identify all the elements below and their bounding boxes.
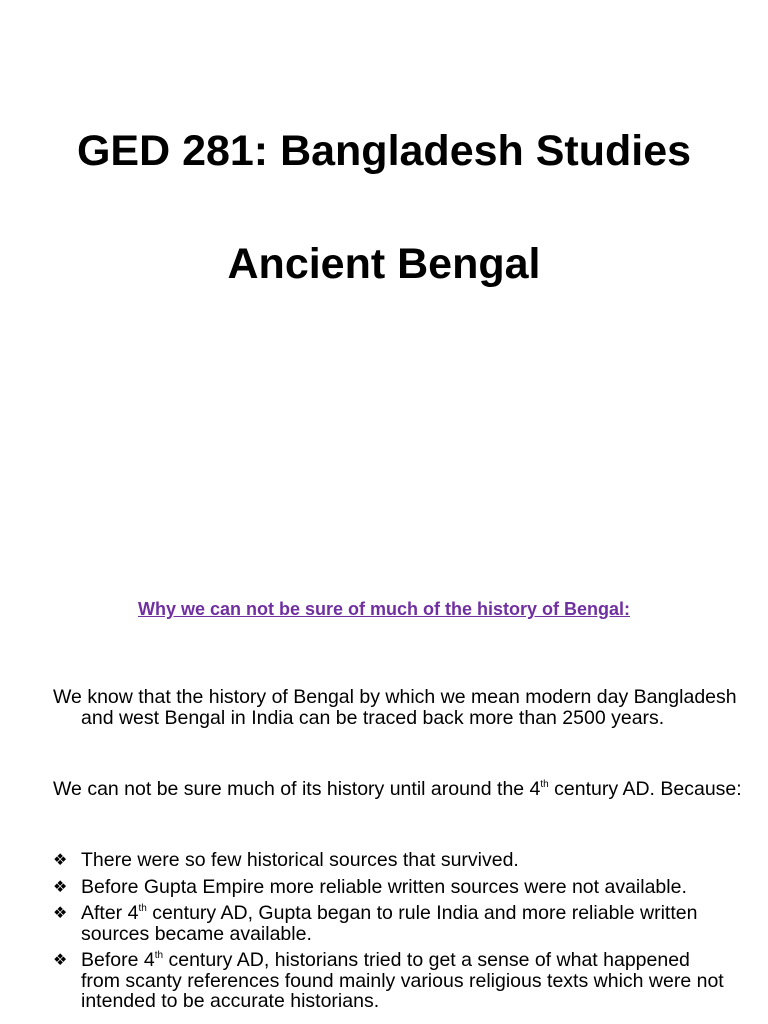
list-item [53,850,733,871]
diamond-bullet-icon: ❖ [53,850,68,869]
paragraph-text: century AD. Because: [548,778,742,800]
section-heading: Why we can not be sure of much of the history of Bengal: [137,599,631,619]
paragraph-history-span: We know that the history of Bengal by which we mean modern day Bangladesh and west Bengal in India can be traced back more than 2500 years. [53,686,737,729]
document-subtitle: Ancient Bengal [227,240,541,288]
reasons-list [53,850,733,1018]
list-item-text: Before 4 [81,949,155,971]
ordinal-suffix: th [138,903,147,914]
list-item-text: Before Gupta Empire more reliable written sources were not available. [81,875,687,898]
paragraph-text: We can not be sure much of its history until around the 4 [53,778,541,800]
list-item-text: After 4 [81,902,139,924]
diamond-bullet-icon: ❖ [53,876,68,896]
ordinal-suffix: th [540,779,549,790]
diamond-bullet-icon: ❖ [53,903,68,922]
list-item-text: century AD, Gupta began to rule India and more reliable written sources became available. [81,902,698,945]
list-item-text: century AD, historians tried to get a sense of what happened from scanty references found mainly various religious texts which were not intended to be accurate historians. [81,949,724,1012]
list-item [53,877,733,898]
list-item [53,950,733,1012]
paragraph-uncertainty [53,779,761,800]
document-title: GED 281: Bangladesh Studies [76,127,692,175]
diamond-bullet-icon: ❖ [53,950,68,969]
ordinal-suffix: th [154,950,164,961]
list-item [53,903,733,944]
list-item-text: There were so few historical sources that survived. [81,849,519,871]
